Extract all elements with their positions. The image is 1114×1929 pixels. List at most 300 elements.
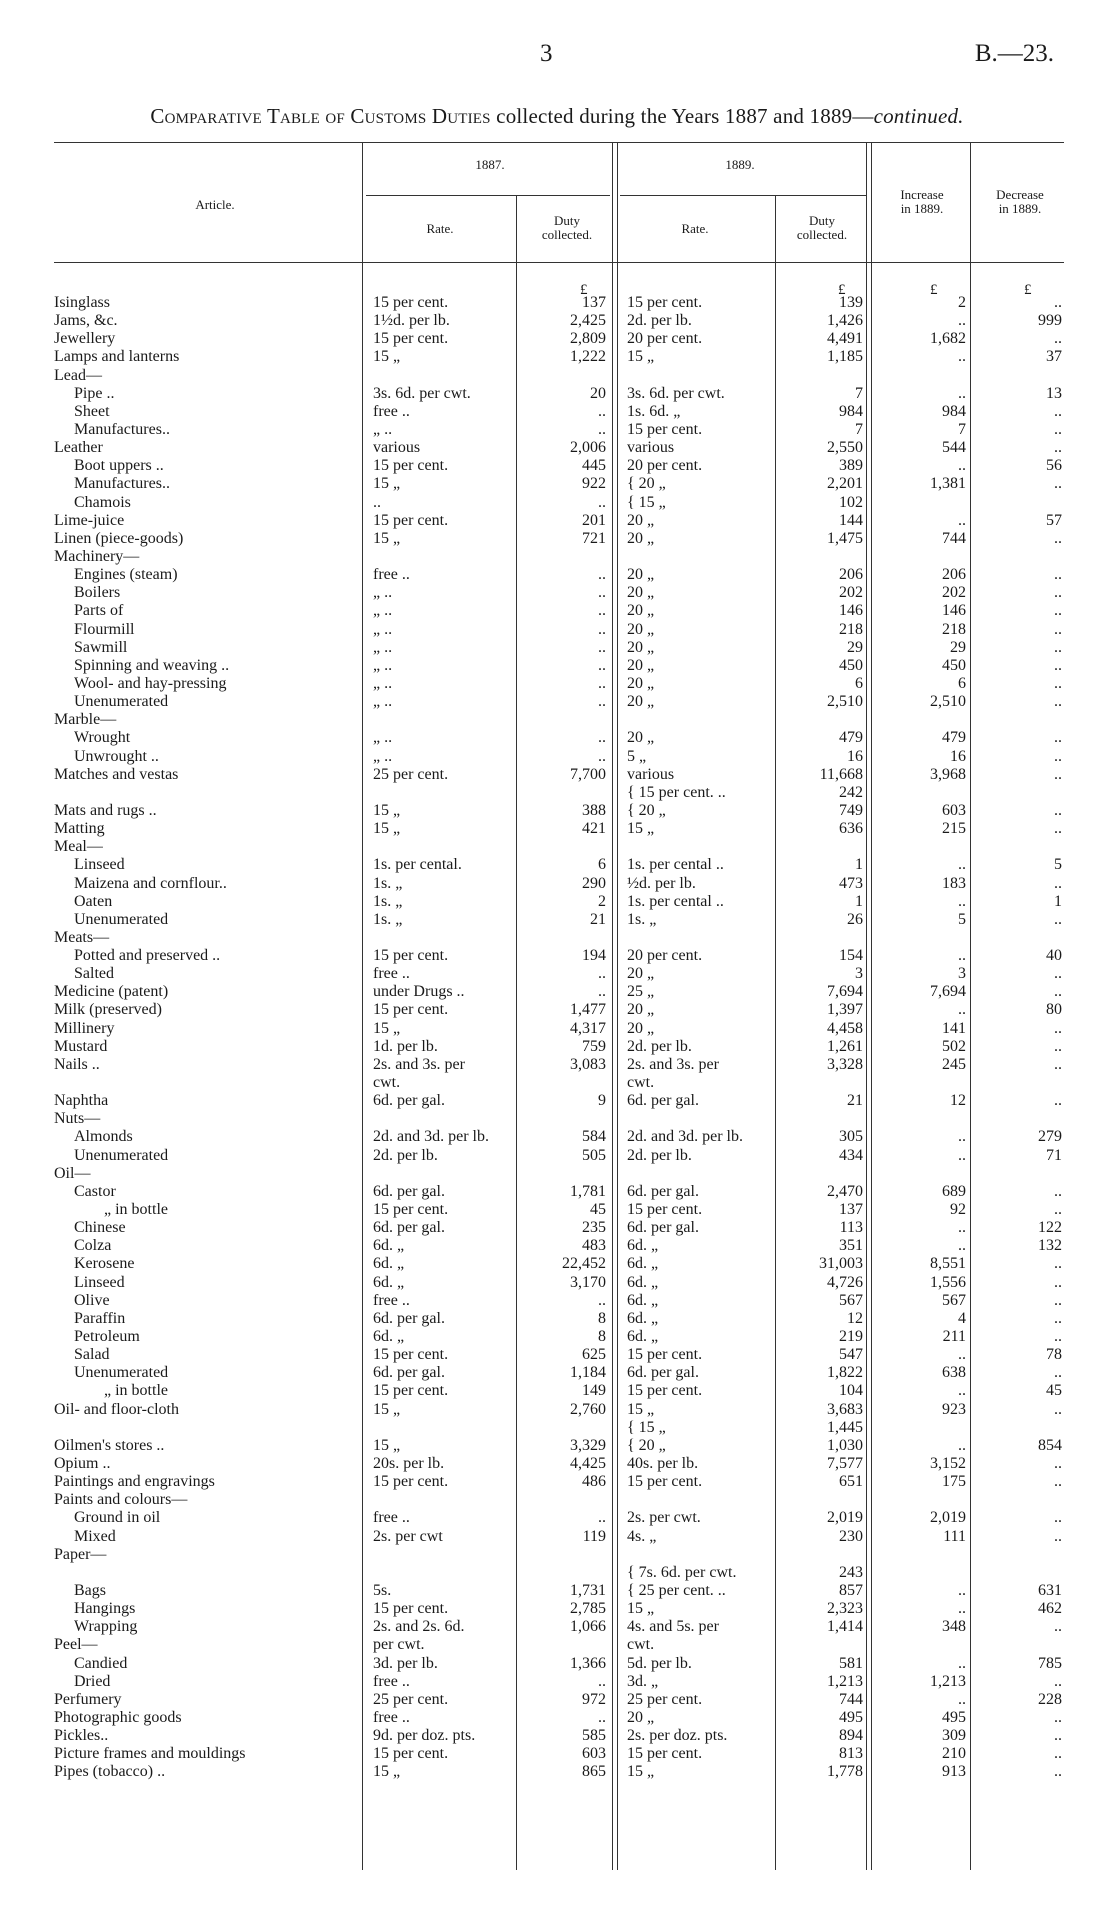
duty-1889-cell: 31,003: [819, 1255, 863, 1273]
rate-1889-cell: 20 „: [627, 1708, 655, 1726]
decrease-cell: ..: [1054, 910, 1062, 928]
article-cell: Linen (piece-goods): [54, 529, 184, 547]
duty-1887-cell: ..: [598, 420, 606, 438]
increase-cell: ..: [958, 1654, 966, 1672]
increase-cell: 92: [950, 1201, 966, 1219]
decrease-cell: 631: [1038, 1581, 1062, 1599]
table-row: [0, 1183, 1114, 1201]
decrease-cell: ..: [1054, 747, 1062, 765]
article-cell: Petroleum: [74, 1328, 140, 1346]
duty-1887-cell: 22,452: [562, 1255, 606, 1273]
duty-1887-cell: 1,477: [570, 1001, 606, 1019]
decrease-cell: ..: [1054, 1092, 1062, 1110]
table-row: [0, 838, 1114, 856]
duty-1887-cell: 3,083: [570, 1055, 606, 1073]
article-cell: Colza: [74, 1237, 112, 1255]
rate-1889-cell: 20 „: [627, 674, 655, 692]
article-cell: Maizena and cornflour..: [74, 874, 227, 892]
duty-1887-cell: 445: [582, 457, 606, 475]
rate-1887-cell: 1s. per cental.: [373, 856, 462, 874]
rate-1889-cell: 20 per cent.: [627, 457, 703, 475]
duty-1889-cell: 744: [839, 1690, 863, 1708]
rate-1889-cell: { 25 per cent. ..: [627, 1581, 726, 1599]
increase-cell: 146: [942, 602, 966, 620]
duty-1887-cell: ..: [598, 620, 606, 638]
rate-1887-cell: 6d. „: [373, 1328, 405, 1346]
decrease-cell: ..: [1054, 1400, 1062, 1418]
duty-1887-cell: 865: [582, 1763, 606, 1781]
increase-cell: 218: [942, 620, 966, 638]
rate-1889-cell: 6d. „: [627, 1255, 659, 1273]
rate-1889-cell: 4s. „: [627, 1527, 657, 1545]
decrease-cell: ..: [1054, 1509, 1062, 1527]
rate-1889-cell: 20 „: [627, 1019, 655, 1037]
rate-1887-cell: „ ..: [373, 693, 393, 711]
duty-1889-cell: 4,491: [827, 330, 863, 348]
decrease-cell: ..: [1054, 729, 1062, 747]
article-cell: Jewellery: [54, 330, 116, 348]
rate-1889-cell: 6d. per gal.: [627, 1092, 699, 1110]
article-cell: Nails ..: [54, 1055, 100, 1073]
unit-duty-1889: £: [838, 282, 846, 298]
rate-1889-cell: 20 per cent.: [627, 330, 703, 348]
article-cell: Oaten: [74, 892, 113, 910]
header-duty-1887-line1: Duty: [554, 213, 580, 228]
rate-1889-cell: 6d. „: [627, 1309, 659, 1327]
decrease-cell: ..: [1054, 620, 1062, 638]
rate-1889-cell: 20 „: [627, 729, 655, 747]
decrease-cell: ..: [1054, 965, 1062, 983]
table-row: [0, 1165, 1114, 1183]
decrease-cell: ..: [1054, 1328, 1062, 1346]
duty-1887-cell: ..: [598, 1708, 606, 1726]
article-cell: Chinese: [74, 1219, 126, 1237]
rate-1889-cell: 4s. and 5s. per: [627, 1618, 719, 1636]
duty-1889-cell: 984: [839, 402, 863, 420]
header-duty-1889-line2: collected.: [796, 227, 848, 242]
header-increase-line2: in 1889.: [900, 201, 944, 216]
table-row: [0, 1110, 1114, 1128]
article-cell: Mixed: [74, 1527, 116, 1545]
rate-1887-cell: 15 per cent.: [373, 1745, 449, 1763]
rate-1887-cell: free ..: [373, 1509, 410, 1527]
article-cell: Hangings: [74, 1600, 136, 1618]
increase-cell: 3: [958, 965, 966, 983]
table-row: [0, 367, 1114, 385]
rate-1887-cell: 6d. „: [373, 1255, 405, 1273]
decrease-cell: 122: [1038, 1219, 1062, 1237]
duty-1887-cell: 585: [582, 1727, 606, 1745]
duty-1889-cell: 202: [839, 584, 863, 602]
rate-1887-cell: 6d. per gal.: [373, 1309, 445, 1327]
duty-1889-cell: 26: [847, 910, 863, 928]
article-cell: Dried: [74, 1672, 111, 1690]
decrease-cell: 5: [1054, 856, 1062, 874]
table-row: [0, 1546, 1114, 1564]
duty-1887-cell: 2,785: [570, 1600, 606, 1618]
duty-1887-cell: ..: [598, 1672, 606, 1690]
article-cell: Castor: [74, 1182, 116, 1200]
increase-cell: 183: [942, 874, 966, 892]
duty-1887-cell: 3,170: [570, 1273, 606, 1291]
increase-cell: 2,019: [930, 1509, 966, 1527]
article-cell: Paintings and engravings: [54, 1473, 215, 1491]
table-row: [0, 1473, 1114, 1491]
decrease-cell: ..: [1054, 475, 1062, 493]
decrease-cell: 1: [1054, 892, 1062, 910]
duty-1887-cell: ..: [598, 965, 606, 983]
duty-1887-cell: 2: [598, 892, 606, 910]
rate-1887-cell: 2s. and 2s. 6d.: [373, 1618, 465, 1636]
decrease-cell: ..: [1054, 1364, 1062, 1382]
table-row: [0, 566, 1114, 584]
decrease-cell: ..: [1054, 693, 1062, 711]
increase-cell: ..: [958, 1690, 966, 1708]
duty-1887-cell: ..: [598, 493, 606, 511]
rate-1887-cell: under Drugs ..: [373, 983, 465, 1001]
rate-1887-cell: 15 per cent.: [373, 1201, 449, 1219]
page-reference: B.—23.: [974, 40, 1054, 67]
rate-1889-cell: 5d. per lb.: [627, 1654, 692, 1672]
duty-1887-cell: 603: [582, 1745, 606, 1763]
rate-1889-cell: 20 „: [627, 511, 655, 529]
decrease-cell: ..: [1054, 674, 1062, 692]
duty-1889-cell: 3: [855, 965, 863, 983]
article-cell: Milk (preserved): [54, 1001, 162, 1019]
header-duty-1887: [522, 214, 612, 242]
duty-1887-cell: 483: [582, 1237, 606, 1255]
rate-1889-cell: 15 per cent.: [627, 294, 703, 311]
increase-cell: 206: [942, 566, 966, 584]
duty-1889-cell: 1,475: [827, 529, 863, 547]
table-row: [0, 947, 1114, 965]
decrease-cell: 999: [1038, 312, 1062, 330]
increase-cell: 202: [942, 584, 966, 602]
rate-1889-cell: 15 per cent.: [627, 1382, 703, 1400]
table-row: [0, 421, 1114, 439]
duty-1887-cell: ..: [598, 693, 606, 711]
article-cell: Bags: [74, 1581, 106, 1599]
duty-1887-cell: ..: [598, 584, 606, 602]
duty-1887-cell: ..: [598, 1509, 606, 1527]
increase-cell: 984: [942, 402, 966, 420]
duty-1887-cell: 759: [582, 1037, 606, 1055]
rate-1887-cell: 25 per cent.: [373, 1690, 449, 1708]
rate-1887-cell: ..: [373, 493, 381, 511]
rate-1889-cell: 20 „: [627, 965, 655, 983]
decrease-cell: ..: [1054, 1255, 1062, 1273]
rate-1887-cell: 15 per cent.: [373, 1473, 449, 1491]
duty-1889-cell: 230: [839, 1527, 863, 1545]
duty-1889-cell: 2,323: [827, 1600, 863, 1618]
duty-1889-cell: 2,550: [827, 439, 863, 457]
decrease-cell: ..: [1054, 1037, 1062, 1055]
decrease-cell: 80: [1046, 1001, 1062, 1019]
table-row: [0, 475, 1114, 493]
rate-1889-cell: 6d. per gal.: [627, 1364, 699, 1382]
decrease-cell: 45: [1046, 1382, 1062, 1400]
rate-1889-cell: { 7s. 6d. per cwt.: [627, 1563, 737, 1581]
duty-1887-cell: 721: [582, 529, 606, 547]
increase-cell: 210: [942, 1745, 966, 1763]
rate-1887-cell: 15 „: [373, 801, 401, 819]
increase-cell: ..: [958, 1581, 966, 1599]
increase-cell: ..: [958, 1436, 966, 1454]
duty-1887-cell: 421: [582, 820, 606, 838]
table-row: [0, 312, 1114, 330]
increase-cell: 495: [942, 1708, 966, 1726]
duty-1889-cell: 351: [839, 1237, 863, 1255]
table-row: [0, 1201, 1114, 1219]
article-cell: Unenumerated: [74, 693, 169, 711]
increase-cell: 4: [958, 1309, 966, 1327]
table-row: [0, 657, 1114, 675]
rate-1887-cell: 20s. per lb.: [373, 1455, 445, 1472]
table-row: [0, 1020, 1114, 1038]
increase-cell: ..: [958, 511, 966, 529]
table-row: [0, 1618, 1114, 1636]
decrease-cell: ..: [1054, 983, 1062, 1001]
unit-duty-1887: £: [580, 282, 588, 298]
increase-cell: 1,682: [930, 330, 966, 348]
decrease-cell: ..: [1054, 1273, 1062, 1291]
table-row: [0, 294, 1114, 312]
unit-increase: £: [930, 282, 938, 298]
table-row: [0, 1655, 1114, 1673]
increase-cell: 111: [943, 1527, 966, 1545]
decrease-cell: ..: [1054, 1309, 1062, 1327]
article-cell: „ in bottle: [104, 1201, 168, 1219]
increase-cell: 567: [942, 1291, 966, 1309]
rate-1889-cell: 5 „: [627, 747, 647, 765]
increase-cell: 913: [942, 1763, 966, 1781]
decrease-cell: 56: [1046, 457, 1062, 475]
rate-1889-cell: { 20 „: [627, 1436, 666, 1454]
duty-1889-cell: 2,470: [827, 1182, 863, 1200]
table-row: [0, 820, 1114, 838]
article-cell: Paraffin: [74, 1309, 126, 1327]
article-cell: Meal—: [54, 838, 103, 856]
duty-1887-cell: 6: [598, 856, 606, 874]
duty-1887-cell: 505: [582, 1146, 606, 1164]
table-row: [0, 911, 1114, 929]
rate-1887-cell: 15 „: [373, 820, 401, 838]
rate-1889-cell: 1s. per cental ..: [627, 892, 724, 910]
duty-1889-cell: 1,030: [827, 1436, 863, 1454]
duty-1889-cell: 1,185: [827, 348, 863, 366]
duty-1887-cell: ..: [598, 674, 606, 692]
table-row: [0, 893, 1114, 911]
duty-1889-cell: 1,822: [827, 1364, 863, 1382]
article-cell: Pickles..: [54, 1727, 109, 1745]
article-cell: Paper—: [54, 1545, 107, 1563]
header-decrease-line2: in 1889.: [998, 201, 1042, 216]
increase-cell: 175: [942, 1473, 966, 1491]
rate-1889-cell: ½d. per lb.: [627, 874, 696, 892]
article-cell: Lime-juice: [54, 511, 125, 529]
rate-1887-cell: 2d. and 3d. per lb.: [373, 1128, 489, 1146]
decrease-cell: ..: [1054, 1019, 1062, 1037]
rate-1889-cell: 15 per cent.: [627, 420, 703, 438]
duty-1889-cell: 1,261: [827, 1037, 863, 1055]
rate-1887-cell: 5s.: [373, 1581, 392, 1599]
duty-1889-cell: 206: [839, 566, 863, 584]
decrease-cell: 279: [1038, 1128, 1062, 1146]
header-rate-1887: Rate.: [426, 221, 454, 236]
article-cell: Wrapping: [74, 1618, 138, 1636]
duty-1889-cell: 4,458: [827, 1019, 863, 1037]
duty-1889-cell: 857: [839, 1581, 863, 1599]
rate-1887-cell: 9d. per doz. pts.: [373, 1727, 476, 1745]
table-row: [0, 403, 1114, 421]
rate-1889-cell: { 15 per cent. ..: [627, 783, 726, 801]
rate-1887-cell: 1d. per lb.: [373, 1037, 438, 1055]
increase-cell: 3,152: [930, 1455, 966, 1472]
duty-1887-cell: 45: [590, 1201, 606, 1219]
duty-1889-cell: 242: [839, 783, 863, 801]
duty-1889-cell: 7,577: [827, 1455, 863, 1472]
duty-1889-cell: 29: [847, 638, 863, 656]
rate-1887-cell: „ ..: [373, 620, 393, 638]
duty-1887-cell: 7,700: [570, 765, 606, 783]
increase-cell: 3,968: [930, 765, 966, 783]
rate-1889-cell: { 15 „: [627, 493, 666, 511]
duty-1889-cell: 1,397: [827, 1001, 863, 1019]
article-cell: Isinglass: [54, 294, 110, 311]
article-cell: Sheet: [74, 402, 110, 420]
article-cell: Nuts—: [54, 1110, 101, 1128]
header-1887: 1887.: [475, 157, 505, 172]
table-row: [0, 512, 1114, 530]
rate-1887-cell: 15 „: [373, 475, 401, 493]
rate-1889-cell: 20 „: [627, 638, 655, 656]
rate-1887-cell: „ ..: [373, 747, 393, 765]
increase-cell: 211: [942, 1328, 966, 1346]
table-row: [0, 1401, 1114, 1419]
duty-1889-cell: 1: [855, 892, 863, 910]
table-row: [0, 330, 1114, 348]
rate-1887-cell: „ ..: [373, 420, 393, 438]
increase-cell: ..: [958, 1128, 966, 1146]
article-cell: Wool- and hay-pressing: [74, 674, 227, 692]
table-row: [0, 1727, 1114, 1745]
increase-cell: ..: [958, 1237, 966, 1255]
table-row: [0, 1709, 1114, 1727]
table-row: [0, 983, 1114, 1001]
article-cell: Pipes (tobacco) ..: [54, 1763, 166, 1781]
decrease-cell: ..: [1054, 439, 1062, 457]
duty-1887-cell: 8: [598, 1328, 606, 1346]
table-row: [0, 1691, 1114, 1709]
article-cell: Engines (steam): [74, 566, 178, 584]
decrease-cell: ..: [1054, 1291, 1062, 1309]
rate-1887-cell: 6d. per gal.: [373, 1182, 445, 1200]
rate-1887-cell: cwt.: [373, 1074, 401, 1092]
duty-1887-cell: 9: [598, 1092, 606, 1110]
duty-1889-cell: 218: [839, 620, 863, 638]
duty-1887-cell: 201: [582, 511, 606, 529]
article-cell: Marble—: [54, 711, 117, 729]
table-row: [0, 348, 1114, 366]
duty-1887-cell: 137: [582, 294, 606, 311]
duty-1889-cell: 6: [855, 674, 863, 692]
rate-1889-cell: 3s. 6d. per cwt.: [627, 384, 725, 402]
table-row: [0, 1074, 1114, 1092]
duty-1889-cell: 581: [839, 1654, 863, 1672]
decrease-cell: ..: [1054, 602, 1062, 620]
rate-1887-cell: 15 per cent.: [373, 1346, 449, 1364]
header-article: Article.: [195, 197, 235, 212]
rate-1889-cell: 3d. „: [627, 1672, 659, 1690]
rate-1889-cell: 1s. per cental ..: [627, 856, 724, 874]
decrease-cell: ..: [1054, 1745, 1062, 1763]
article-cell: Chamois: [74, 493, 131, 511]
year-subrule-1887: [366, 195, 610, 196]
duty-1887-cell: 235: [582, 1219, 606, 1237]
rate-1887-cell: free ..: [373, 1708, 410, 1726]
table-row: [0, 494, 1114, 512]
table-row: [0, 748, 1114, 766]
rate-1887-cell: 1s. „: [373, 892, 403, 910]
duty-1889-cell: 450: [839, 656, 863, 674]
article-cell: Jams, &c.: [54, 312, 118, 330]
header-bottom-rule: [54, 262, 1064, 263]
rate-1887-cell: 15 per cent.: [373, 457, 449, 475]
rate-1889-cell: 2d. and 3d. per lb.: [627, 1128, 743, 1146]
duty-1889-cell: 219: [839, 1328, 863, 1346]
duty-1887-cell: ..: [598, 566, 606, 584]
rate-1887-cell: free ..: [373, 402, 410, 420]
decrease-cell: ..: [1054, 801, 1062, 819]
article-cell: Wrought: [74, 729, 131, 747]
duty-1887-cell: ..: [598, 402, 606, 420]
increase-cell: 1,381: [930, 475, 966, 493]
article-cell: Linseed: [74, 1273, 125, 1291]
title-lead: Comparative Table of Customs Duties: [150, 104, 491, 128]
increase-cell: ..: [958, 457, 966, 475]
duty-1887-cell: 972: [582, 1690, 606, 1708]
increase-cell: 450: [942, 656, 966, 674]
decrease-cell: ..: [1054, 1672, 1062, 1690]
duty-1887-cell: 922: [582, 475, 606, 493]
article-cell: Pipe ..: [74, 384, 115, 402]
rate-1889-cell: { 20 „: [627, 475, 666, 493]
table-row: [0, 457, 1114, 475]
article-cell: Manufactures..: [74, 420, 170, 438]
article-cell: Parts of: [74, 602, 124, 620]
rate-1889-cell: 15 „: [627, 1763, 655, 1781]
duty-1889-cell: 154: [839, 947, 863, 965]
decrease-cell: ..: [1054, 1201, 1062, 1219]
duty-1889-cell: 146: [839, 602, 863, 620]
decrease-cell: ..: [1054, 294, 1062, 311]
duty-1887-cell: 3,329: [570, 1436, 606, 1454]
duty-1887-cell: 4,425: [570, 1455, 606, 1472]
year-subrule-1889: [620, 195, 866, 196]
table-row: [0, 1328, 1114, 1346]
title-continued: continued.: [873, 104, 964, 128]
decrease-cell: ..: [1054, 330, 1062, 348]
duty-1889-cell: 479: [839, 729, 863, 747]
duty-1887-cell: 1,731: [570, 1581, 606, 1599]
decrease-cell: ..: [1054, 638, 1062, 656]
rate-1887-cell: free ..: [373, 1672, 410, 1690]
increase-cell: 215: [942, 820, 966, 838]
rate-1887-cell: „ ..: [373, 729, 393, 747]
decrease-cell: ..: [1054, 1055, 1062, 1073]
decrease-cell: 228: [1038, 1690, 1062, 1708]
decrease-cell: ..: [1054, 874, 1062, 892]
